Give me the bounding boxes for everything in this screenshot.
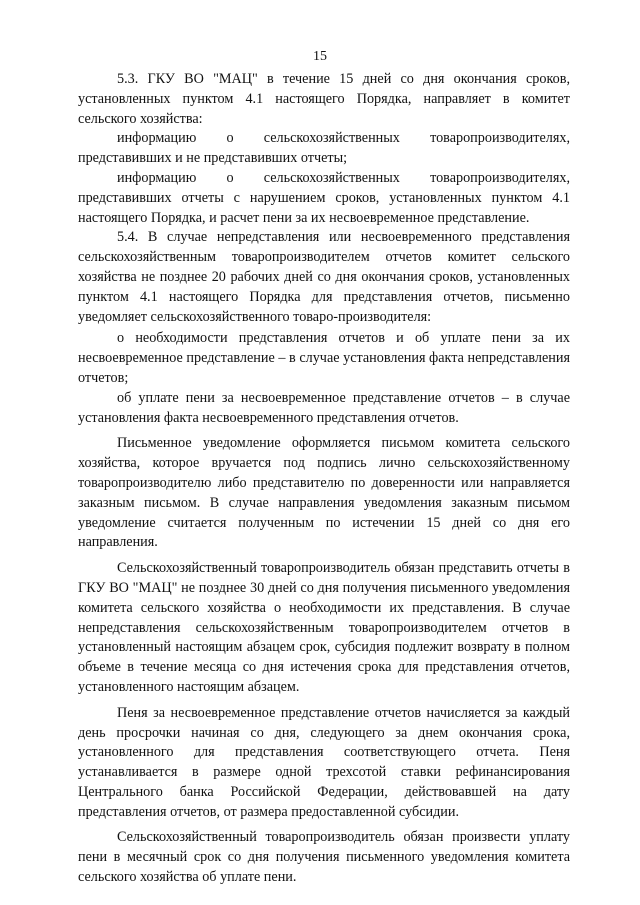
paragraph-5-4: 5.4. В случае непредставления или несвоевременного представления сельскохозяйственным товаропроизводителем отчетов комитет сельского хозяйства не позднее 20 рабочих дней со дня окончания сроков, установленных пунктом 4.1 настоящего Порядка для представления отчетов, письменно уведомляет сельскохозяйственного товаро-производителя: xyxy=(78,229,570,325)
paragraph-producer-obligation: Сельскохозяйственный товаропроизводитель обязан представить отчеты в ГКУ ВО "МАЦ" не позднее 30 дней со дня получения письменного уведомления комитета сельского хозяйства о необходимости их представления. В случае непредставления сельскохозяйственным товаропроизводителем отчетов в установленный настоящим абзацем срок, субсидия подлежит возврату в полном объеме в течение месяца со дня истечения срока для представления отчетов, установленного настоящим абзацем. xyxy=(78,560,570,695)
paragraph-written-notice: Письменное уведомление оформляется письмом комитета сельского хозяйства, которое вручается под подпись лично сельскохозяйственному товаропроизводителю либо представителю по доверенности или направляется заказным письмом. В случае направления уведомления заказным письмом уведомление считается полученным по истечении 15 дней со дня его направления. xyxy=(78,435,570,551)
paragraph-penalty-term: Сельскохозяйственный товаропроизводитель обязан произвести уплату пени в месячный срок со дня получения письменного уведомления комитета сельского хозяйства об уплате пени. xyxy=(78,829,570,886)
paragraph-penalty-accrual: Пеня за несвоевременное представление отчетов начисляется за каждый день просрочки начиная со дня, следующего за днем окончания срока, установленного для представления соответствующего отчета. Пеня устанавливается в размере одной трехсотой ставки рефинансирования Центрального банка Российской Федерации, действовавшей на дату представления отчетов, от размера предоставленной субсидии. xyxy=(78,704,570,820)
paragraph-info-late: информацию о сельскохозяйственных товаропроизводителях, представивших отчеты с нарушением сроков, установленных пунктом 4.1 настоящего Порядка, и расчет пени за их несвоевременное представление. xyxy=(78,169,570,226)
paragraph-necessity: о необходимости представления отчетов и об уплате пени за их несвоевременное представление – в случае установления факта непредставления отчетов; xyxy=(78,330,570,386)
paragraph-5-3: 5.3. ГКУ ВО "МАЦ" в течение 15 дней со дня окончания сроков, установленных пунктом 4.1 настоящего Порядка, направляет в комитет сельского хозяйства: xyxy=(78,71,570,127)
paragraph-penalty-payment: об уплате пени за несвоевременное представление отчетов – в случае установления факта несвоевременного представления отчетов. xyxy=(78,389,570,426)
paragraph-info-submitted: информацию о сельскохозяйственных товаропроизводителях, представивших и не представивших отчеты; xyxy=(78,130,570,167)
page-number: 15 xyxy=(313,49,327,64)
document-body xyxy=(78,70,570,888)
